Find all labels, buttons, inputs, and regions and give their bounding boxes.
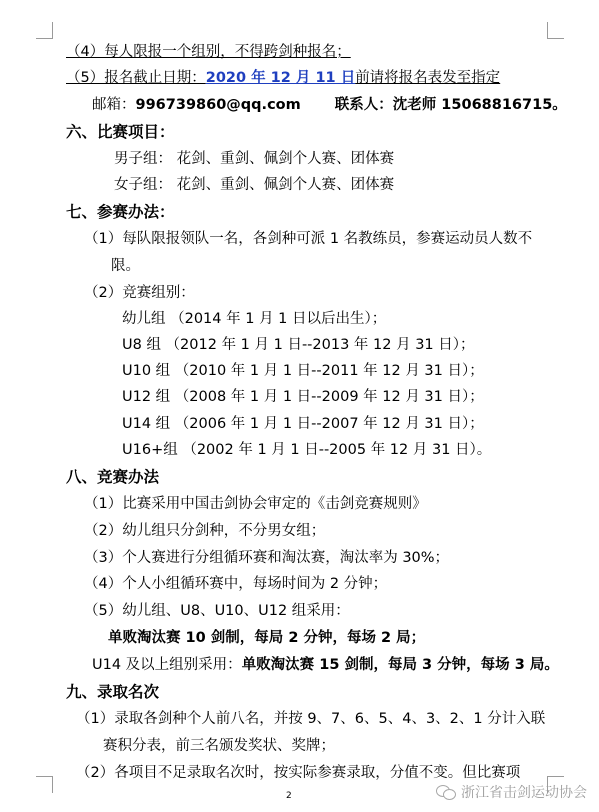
crop-mark-bottom-left <box>36 776 53 793</box>
contact-person: 联系人：沈老师 15068816715。 <box>334 97 567 113</box>
page-number: 2 <box>286 791 292 801</box>
entry-rule-2: （2）竞赛组别： <box>84 285 195 301</box>
crop-mark-top-left <box>36 22 53 39</box>
ranking-rule-2: （2）各项目不足录取名次时，按实际参赛录取，分值不变。但比赛项 <box>76 765 521 781</box>
crop-mark-top-right <box>547 22 564 39</box>
rule-line-5 <box>66 68 500 88</box>
competition-rule-5-format: 单败淘汰赛 10 剑制，每局 2 分钟，每场 2 局； <box>108 630 426 646</box>
entry-rule-1-cont: 限。 <box>111 258 140 274</box>
u14-format: 单败淘汰赛 15 剑制，每局 3 分钟，每场 3 局。 <box>241 657 559 673</box>
group-u8: U8 组 （2012 年 1 月 1 日--2013 年 12 月 31 日）； <box>122 337 475 353</box>
competition-rule-3: （3）个人赛进行分组循环赛和淘汰赛，淘汰率为 30%； <box>84 550 450 566</box>
u14-label: U14 及以上组别采用： <box>92 657 242 673</box>
section-6-heading: 六、比赛项目： <box>66 123 175 141</box>
rule-line-4: （4）每人限报一个组别，不得跨剑种报名； <box>66 44 351 60</box>
entry-rule-1: （1）每队限报领队一名，各剑种可派 1 名教练员，参赛运动员人数不 <box>84 231 533 247</box>
email-label: 邮箱： <box>92 97 136 113</box>
wechat-icon <box>436 785 456 799</box>
group-u14: U14 组 （2006 年 1 月 1 日--2007 年 12 月 31 日）； <box>122 416 484 432</box>
section-7-heading: 七、参赛办法： <box>66 203 175 221</box>
ranking-rule-1-cont: 赛积分表，前三名颁发奖状、奖牌； <box>103 738 335 754</box>
women-events: 女子组： 花剑、重剑、佩剑个人赛、团体赛 <box>114 177 395 193</box>
ranking-rule-1: （1）录取各剑种个人前八名，并按 9、7、6、5、4、3、2、1 分计入联 <box>76 711 546 727</box>
group-u12: U12 组 （2008 年 1 月 1 日--2009 年 12 月 31 日）； <box>122 389 484 405</box>
group-infant: 幼儿组 （2014 年 1 月 1 日以后出生）； <box>122 311 387 327</box>
watermark-text: 浙江省击剑运动协会 <box>461 785 587 801</box>
competition-rule-4: （4）个人小组循环赛中，每场时间为 2 分钟； <box>84 576 388 592</box>
contact-line <box>92 95 567 115</box>
watermark <box>436 782 587 802</box>
competition-rule-6 <box>92 655 559 675</box>
deadline-tail: 前请将报名表发至指定 <box>355 70 501 86</box>
deadline-label: （5）报名截止日期： <box>66 70 206 86</box>
section-8-heading: 八、竞赛办法 <box>66 468 160 486</box>
email-address[interactable]: 996739860@qq.com <box>135 97 301 113</box>
deadline-date: 2020 年 12 月 11 日 <box>205 70 356 86</box>
group-u16: U16+组 （2002 年 1 月 1 日--2005 年 12 月 31 日）。 <box>122 442 492 458</box>
men-events: 男子组： 花剑、重剑、佩剑个人赛、团体赛 <box>114 151 395 167</box>
group-u10: U10 组 （2010 年 1 月 1 日--2011 年 12 月 31 日）； <box>122 363 484 379</box>
competition-rule-5: （5）幼儿组、U8、U10、U12 组采用： <box>84 603 350 619</box>
competition-rule-2: （2）幼儿组只分剑种，不分男女组； <box>84 523 326 539</box>
competition-rule-1: （1）比赛采用中国击剑协会审定的《击剑竞赛规则》 <box>84 496 427 512</box>
section-9-heading: 九、录取名次 <box>66 683 160 701</box>
